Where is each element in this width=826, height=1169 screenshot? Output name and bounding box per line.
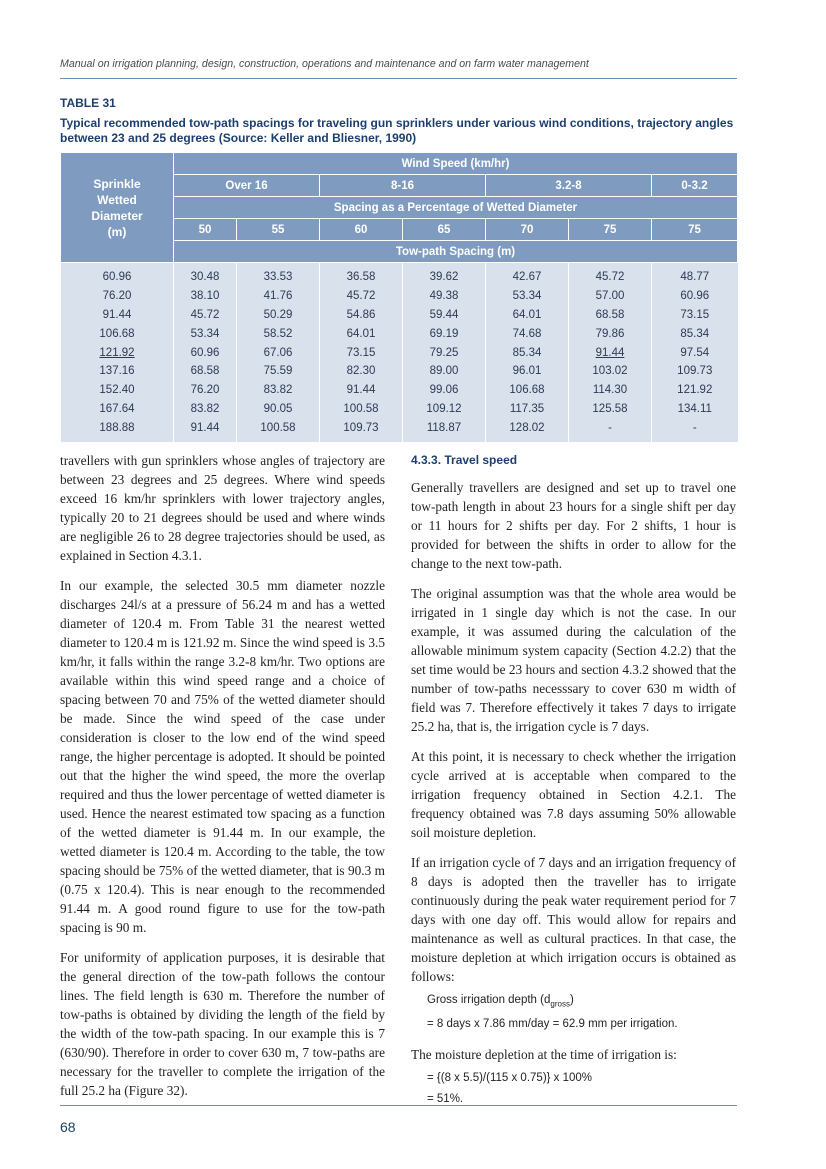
body-paragraph: If an irrigation cycle of 7 days and an irrigation frequency of 8 days is adopted then the traveller has to irrigate continuously during the peak water requirement period for 7 days with one day off. This would allow for repairs and maintenance as well as cultural practices. In that case, the moisture depletion at which irrigation occurs is obtained as follows: — [411, 855, 736, 984]
percentage-header: 65 — [403, 219, 486, 241]
table-row — [61, 400, 738, 419]
spacing-cell: 121.92 — [652, 381, 738, 400]
spacing-percentage-header: Spacing as a Percentage of Wetted Diameter — [174, 197, 738, 219]
spacing-cell: 68.58 — [174, 362, 237, 381]
percentage-header: 60 — [320, 219, 403, 241]
wetted-diameter-cell: 137.16 — [61, 362, 174, 381]
left-column — [60, 451, 385, 1111]
spacing-cell: 91.44 — [320, 381, 403, 400]
spacing-cell: 59.44 — [403, 306, 486, 325]
wind-group-header: 0-3.2 — [652, 175, 738, 197]
table-row — [61, 263, 738, 287]
spacing-cell: 67.06 — [237, 343, 320, 362]
spacing-cell: 83.82 — [237, 381, 320, 400]
wetted-diameter-cell: 76.20 — [61, 287, 174, 306]
header-rule — [60, 78, 737, 79]
body-paragraph: For uniformity of application purposes, it is desirable that the general direction of the tow-path follows the contour lines. The field length is 630 m. Therefore the number of tow-paths is obtained by dividing the length of the field by the width of the tow-path spacing. In our example this is 7 (630/90). Therefore in order to cover 630 m, 7 tow-paths are necessary for the traveller to complete the irrigation of the full 25.2 ha (Figure 32). — [60, 950, 385, 1098]
spacing-cell: 103.02 — [569, 362, 652, 381]
table-row — [61, 287, 738, 306]
moisture-depletion-formula: = {(8 x 5.5)/(115 x 0.75)} x 100% = 51%. — [427, 1072, 593, 1106]
spacing-cell: 68.58 — [569, 306, 652, 325]
spacing-cell: 106.68 — [486, 381, 569, 400]
wetted-diameter-header: Sprinkle Wetted Diameter (m) — [61, 153, 174, 263]
wetted-diameter-cell: 188.88 — [61, 418, 174, 442]
table-row — [61, 362, 738, 381]
wind-group-header: 8-16 — [320, 175, 486, 197]
gross-depth-formula: Gross irrigation depth $(d_{gross})$ = 8 days x 7.86 mm/day = 62.9 mm per irrigation. — [427, 994, 678, 1031]
spacing-cell: 42.67 — [486, 263, 569, 287]
body-paragraph: Generally travellers are designed and set up to travel one tow-path length in about 23 hours for a single shift per day or 11 hours for 2 shifts per day. For 2 shifts, 1 hour is provided for between the shifts in order to allow for the change to the next tow-path. — [411, 480, 736, 571]
spacing-cell: 118.87 — [403, 418, 486, 442]
spacing-cell: 54.86 — [320, 306, 403, 325]
percentage-header: 75 — [652, 219, 738, 241]
spacing-cell: 109.12 — [403, 400, 486, 419]
spacing-cell: 45.72 — [174, 306, 237, 325]
percentage-header: 75 — [569, 219, 652, 241]
table-row — [61, 418, 738, 442]
spacing-cell: 58.52 — [237, 324, 320, 343]
wind-group-header: Over 16 — [174, 175, 320, 197]
spacing-cell: 117.35 — [486, 400, 569, 419]
spacing-cell: 33.53 — [237, 263, 320, 287]
spacing-cell: 100.58 — [237, 418, 320, 442]
table-row — [61, 343, 738, 362]
towpath-spacing-table — [60, 152, 738, 442]
spacing-cell: 96.01 — [486, 362, 569, 381]
section-heading: 4.3.3. Travel speed — [411, 453, 518, 467]
body-paragraph: The moisture depletion at the time of irrigation is: — [411, 1047, 677, 1063]
spacing-cell: 60.96 — [652, 287, 738, 306]
percentage-header: 70 — [486, 219, 569, 241]
table-row — [61, 324, 738, 343]
towpath-spacing-header: Tow-path Spacing (m) — [174, 241, 738, 263]
wetted-diameter-cell: 106.68 — [61, 324, 174, 343]
spacing-cell: 79.25 — [403, 343, 486, 362]
spacing-cell: 83.82 — [174, 400, 237, 419]
table-label: TABLE 31 — [60, 96, 116, 110]
spacing-cell: 85.34 — [486, 343, 569, 362]
spacing-cell: 30.48 — [174, 263, 237, 287]
spacing-cell: 125.58 — [569, 400, 652, 419]
spacing-cell: 90.05 — [237, 400, 320, 419]
footer-rule — [60, 1105, 737, 1106]
spacing-cell: 97.54 — [652, 343, 738, 362]
page-number: 68 — [60, 1119, 76, 1135]
spacing-cell: 91.44 — [174, 418, 237, 442]
spacing-cell: 60.96 — [174, 343, 237, 362]
right-column — [411, 451, 736, 1120]
spacing-cell: 100.58 — [320, 400, 403, 419]
spacing-cell: 76.20 — [174, 381, 237, 400]
spacing-cell: 73.15 — [320, 343, 403, 362]
spacing-cell: 89.00 — [403, 362, 486, 381]
spacing-cell: 128.02 — [486, 418, 569, 442]
spacing-cell: - — [652, 418, 738, 442]
spacing-cell: 75.59 — [237, 362, 320, 381]
spacing-cell: 85.34 — [652, 324, 738, 343]
wetted-diameter-cell: 121.92 — [61, 343, 174, 362]
table-caption: Typical recommended tow-path spacings for traveling gun sprinklers under various wind conditions, trajectory angles between 23 and 25 degrees (Source: Keller and Bliesner, 1990) — [60, 116, 734, 145]
wetted-diameter-cell: 152.40 — [61, 381, 174, 400]
spacing-cell: 53.34 — [486, 287, 569, 306]
spacing-cell: 69.19 — [403, 324, 486, 343]
body-paragraph: The original assumption was that the whole area would be irrigated in 1 single day which is not the case. In our example, it was assumed during the calculation of the allowable minimum system capacity (Section 4.2.2) that the set time would be 23 hours and section 4.3.2 showed that the number of tow-paths necesssary to cover 630 m width of field was 7. Therefore effectively it takes 7 days to irrigate 25.2 ha, that is, the irrigation cycle is 7 days. — [411, 586, 736, 734]
spacing-cell: 50.29 — [237, 306, 320, 325]
spacing-cell: 79.86 — [569, 324, 652, 343]
wetted-diameter-cell: 60.96 — [61, 263, 174, 287]
spacing-cell: 41.76 — [237, 287, 320, 306]
spacing-cell: 91.44 — [569, 343, 652, 362]
wetted-diameter-cell: 91.44 — [61, 306, 174, 325]
spacing-cell: 48.77 — [652, 263, 738, 287]
running-header: Manual on irrigation planning, design, construction, operations and maintenance and on farm water management — [60, 58, 589, 70]
spacing-cell: 39.62 — [403, 263, 486, 287]
percentage-header: 55 — [237, 219, 320, 241]
spacing-cell: 134.11 — [652, 400, 738, 419]
spacing-cell: 38.10 — [174, 287, 237, 306]
spacing-cell: 114.30 — [569, 381, 652, 400]
body-paragraph: travellers with gun sprinklers whose angles of trajectory are between 23 degrees and 25 degrees. Where wind speeds exceed 16 km/hr sprinklers with lower trajectory angles, typically 20 to 21 degrees should be used and where winds are negligible 26 to 28 degree trajectories should be used, as explained in Section 4.3.1. — [60, 453, 385, 563]
spacing-cell: 36.58 — [320, 263, 403, 287]
wind-group-header: 3.2-8 — [486, 175, 652, 197]
spacing-cell: 45.72 — [320, 287, 403, 306]
spacing-cell: 109.73 — [652, 362, 738, 381]
spacing-cell: 82.30 — [320, 362, 403, 381]
spacing-cell: 45.72 — [569, 263, 652, 287]
spacing-cell: 73.15 — [652, 306, 738, 325]
body-paragraph: In our example, the selected 30.5 mm diameter nozzle discharges 24l/s at a pressure of 56.24 m and has a wetted diameter of 120.4 m. From Table 31 the nearest wetted diameter to 120.4 m is 121.92 m. Since the wind speed is 3.5 km/hr, it falls within the range 3.2-8 km/hr. Two options are available within this wind speed range and a choice of spacing between 70 and 75% of the wetted diameter should be made. Since the wind speed of the case under consideration is closer to the low end of the wind speed range, the higher percentage is adopted. It should be pointed out that the higher the wind speed, the more the overlap required and thus the lower percentage of wetted diameter is used. Hence the nearest estimated tow spacing as a function of the wetted diameter is 91.44 m. In our example, the wetted diameter is 120.4 m. According to the table, the tow spacing should be 75% of the wetted diameter, that is 90.3 m (0.75 x 120.4). This is near enough to the recommended 91.44 m. A good round figure to use for the tow-path spacing is 90 m. — [60, 578, 385, 935]
spacing-cell: - — [569, 418, 652, 442]
spacing-cell: 109.73 — [320, 418, 403, 442]
spacing-cell: 99.06 — [403, 381, 486, 400]
wetted-diameter-cell: 167.64 — [61, 400, 174, 419]
spacing-cell: 49.38 — [403, 287, 486, 306]
spacing-cell: 64.01 — [486, 306, 569, 325]
table-row — [61, 381, 738, 400]
body-paragraph: At this point, it is necessary to check whether the irrigation cycle arrived at is acceptable when compared to the irrigation frequency obtained in Section 4.2.1. The frequency obtained was 7.8 days assuming 50% allowable soil moisture depletion. — [411, 749, 736, 840]
wind-speed-header: Wind Speed (km/hr) — [174, 153, 738, 175]
spacing-cell: 53.34 — [174, 324, 237, 343]
table-body — [61, 263, 738, 443]
spacing-cell: 74.68 — [486, 324, 569, 343]
spacing-cell: 57.00 — [569, 287, 652, 306]
percentage-header: 50 — [174, 219, 237, 241]
spacing-cell: 64.01 — [320, 324, 403, 343]
table-row — [61, 306, 738, 325]
